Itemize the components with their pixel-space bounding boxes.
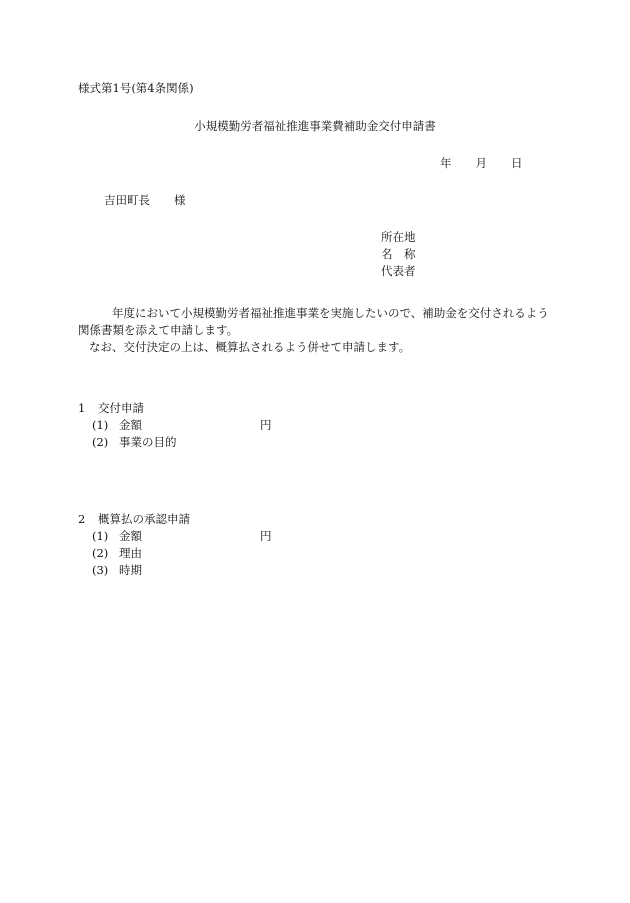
list-item [78, 434, 177, 451]
section-heading [78, 400, 177, 417]
section-number: 1 [78, 401, 86, 415]
item-number: (2) [92, 435, 109, 449]
item-number: (2) [92, 546, 109, 560]
item-number: (3) [92, 563, 109, 577]
applicant-address-label: 所在地 [381, 230, 416, 244]
section-title: 概算払の承認申請 [98, 512, 190, 526]
yen-unit: 円 [260, 529, 272, 543]
body-paragraph-1: 年度において小規模勤労者福祉推進事業を実施したいので、補助金を交付されるよう関係書類を添えて申請します。 [78, 306, 549, 337]
item-label: 金額 [119, 418, 142, 432]
form-number: 様式第1号(第4条関係) [78, 81, 194, 95]
date-month-label: 月 [475, 156, 487, 170]
list-item [78, 417, 272, 434]
item-label: 事業の目的 [119, 435, 177, 449]
recipient-honorific: 様 [174, 193, 186, 207]
yen-unit: 円 [260, 418, 272, 432]
body-paragraph-2: なお、交付決定の上は、概算払されるよう併せて申請します。 [89, 340, 411, 354]
list-item [78, 562, 190, 579]
date-year-label: 年 [440, 156, 452, 170]
section-heading [78, 511, 190, 528]
item-label: 金額 [119, 529, 142, 543]
body-text [78, 305, 553, 356]
list-item [78, 545, 190, 562]
date-day-label: 日 [511, 156, 523, 170]
section-title: 交付申請 [98, 401, 144, 415]
recipient [104, 195, 186, 207]
list-item [78, 528, 272, 545]
section-number: 2 [78, 512, 86, 526]
item-label: 時期 [119, 563, 142, 577]
item-number: (1) [92, 529, 109, 543]
date-line [440, 158, 523, 170]
section-grant-application [78, 400, 272, 451]
applicant-name-label: 名 称 [381, 247, 416, 261]
applicant-representative-label: 代表者 [381, 264, 416, 278]
section-advance-payment-application [78, 511, 272, 579]
item-number: (1) [92, 418, 109, 432]
recipient-name: 吉田町長 [104, 193, 150, 207]
document-title: 小規模勤労者福祉推進事業費補助金交付申請書 [194, 119, 436, 133]
applicant-block [381, 232, 416, 283]
item-label: 理由 [119, 546, 142, 560]
